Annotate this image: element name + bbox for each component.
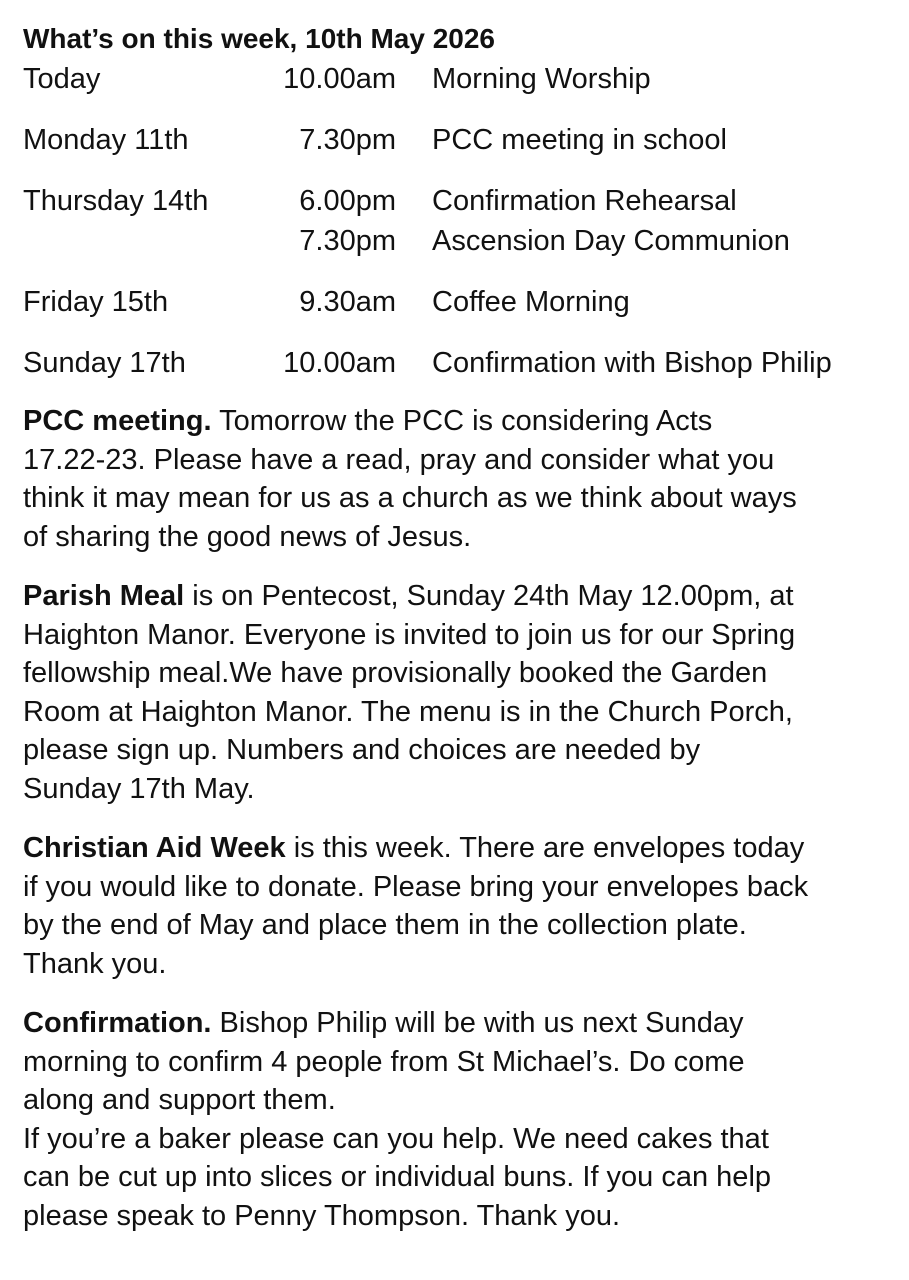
schedule-event: Confirmation with Bishop Philip (432, 347, 832, 379)
schedule-time: 9.30am (299, 286, 396, 318)
notice-text: is this week. There are envelopes today if you would like to donate. Please bring your envelopes back by the end of May and place them in the collection plate. Thank you. (23, 832, 809, 980)
notice-confirmation (23, 1004, 889, 1120)
notice-parish-meal (23, 577, 889, 808)
schedule-row-thursday-2 (23, 222, 889, 260)
notice-sheet (23, 22, 889, 1235)
page-title: What’s on this week, 10th May 2026 (23, 23, 496, 54)
notice-christian-aid (23, 829, 889, 983)
schedule-time: 7.30pm (299, 124, 396, 156)
schedule-day: Monday 11th (23, 124, 189, 156)
schedule-day: Friday 15th (23, 286, 169, 318)
notice-text: Bishop Philip will be with us next Sunday morning to confirm 4 people from St Michael’s. Do come along and support them. (23, 1007, 745, 1116)
schedule-time: 10.00am (283, 63, 396, 95)
schedule-event: PCC meeting in school (432, 124, 727, 156)
schedule-row-monday (23, 121, 889, 159)
schedule-time: 10.00am (283, 347, 396, 379)
notice-text: is on Pentecost, Sunday 24th May 12.00pm, at Haighton Manor. Everyone is invited to join us for our Spring fellowship meal.We have provisionally booked the Garden Room at Haighton Manor. The menu is in the Church Porch, please sign up. Numbers and choices are needed by Sunday 17th May. (23, 580, 796, 805)
schedule-event: Confirmation Rehearsal (432, 185, 737, 217)
schedule-row-sunday (23, 344, 889, 382)
schedule-time: 6.00pm (299, 185, 396, 217)
schedule-day: Today (23, 63, 101, 95)
schedule-event: Morning Worship (432, 63, 651, 95)
notice-title: Christian Aid Week (23, 832, 286, 864)
schedule-day: Sunday 17th (23, 347, 186, 379)
schedule-row-thursday (23, 182, 889, 220)
notice-title: Parish Meal (23, 580, 185, 612)
schedule-row-friday (23, 283, 889, 321)
notice-bakers: If you’re a baker please can you help. We need cakes that can be cut up into slices or individual buns. If you can help please speak to Penny Thompson. Thank you. (23, 1122, 772, 1232)
schedule-row-today (23, 60, 889, 98)
notice-pcc (23, 402, 889, 556)
schedule-day: Thursday 14th (23, 185, 209, 217)
schedule-event: Coffee Morning (432, 286, 630, 318)
notice-title: Confirmation. (23, 1007, 212, 1039)
schedule-time: 7.30pm (299, 225, 396, 257)
notice-text: Tomorrow the PCC is considering Acts 17.22-23. Please have a read, pray and consider what you think it may mean for us as a church as we think about ways of sharing the good news of Jesus. (23, 405, 797, 553)
schedule (23, 60, 889, 382)
notice-title: PCC meeting. (23, 405, 212, 437)
schedule-event: Ascension Day Communion (432, 225, 790, 257)
